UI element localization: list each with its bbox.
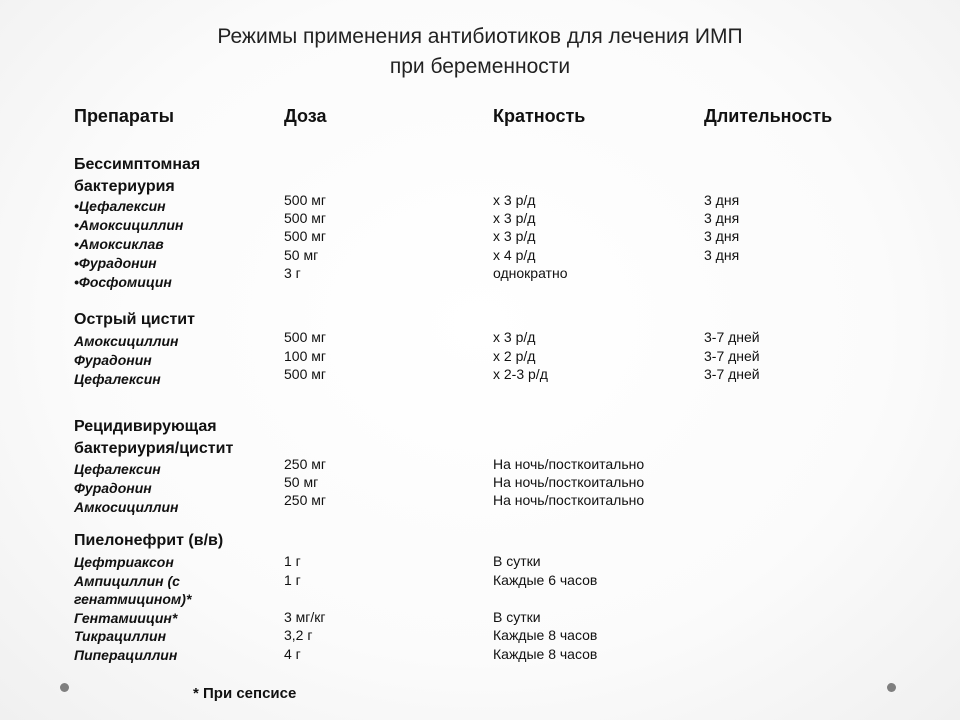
dose-value: 3 мг/кг [284,609,326,625]
dose-value: 500 мг [284,210,326,226]
drug-row: Амоксициллин [74,333,179,349]
frequency-value: х 2 р/д [493,348,536,364]
drug-row: Ампициллин (с [74,573,180,589]
dose-value: 500 мг [284,366,326,382]
group-title-line: Пиелонефрит (в/в) [74,532,224,549]
dose-value: 1 г [284,553,301,569]
drug-row: •Амоксициллин [74,217,184,233]
dose-value: 4 г [284,646,301,662]
group-title-recurrent [74,416,233,460]
group-title-line: бактериурия/цистит [74,440,234,457]
frequency-value: х 3 р/д [493,192,536,208]
drug-row: •Амоксиклав [74,236,164,252]
duration-value: 3 дня [704,210,740,226]
frequency-value: На ночь/посткоитально [493,474,645,490]
group-title-line: Рецидивирующая [74,418,217,435]
drug-row: Пиперациллин [74,647,178,663]
drug-row: Цефалексин [74,461,161,477]
frequency-value: Каждые 8 часов [493,646,598,662]
frequency-value: В сутки [493,553,541,569]
group-title-line: Бессимптомная [74,156,201,173]
frequency-value: Каждые 6 часов [493,572,598,588]
corner-dot-left [60,683,69,692]
frequency-value: х 4 р/д [493,247,536,263]
frequency-value: На ночь/посткоитально [493,456,645,472]
drug-row: •Фосфомицин [74,274,172,290]
group-title-line: Острый цистит [74,311,195,328]
header-drugs: Препараты [74,106,175,126]
frequency-value: х 3 р/д [493,210,536,226]
drug-row: Цефалексин [74,371,161,387]
title-line-2: при беременности [389,55,571,78]
group-title-line: бактериурия [74,178,175,195]
group-title-asymptomatic [74,154,200,198]
dose-value: 1 г [284,572,301,588]
footnote: * При сепсисе [193,685,297,702]
frequency-value: Каждые 8 часов [493,627,598,643]
dose-value: 500 мг [284,192,326,208]
header-dose: Доза [284,106,327,126]
duration-value: 3 дня [704,192,740,208]
header-frequency: Кратность [493,106,586,126]
duration-value: 3-7 дней [704,348,760,364]
dose-value: 250 мг [284,456,326,472]
group-title-acute-cystitis [74,309,195,331]
drug-row: •Фурадонин [74,255,157,271]
duration-value: 3-7 дней [704,329,760,345]
duration-value: 3 дня [704,228,740,244]
frequency-value: однократно [493,265,568,281]
title-line-1: Режимы применения антибиотиков для лечения ИМП [217,25,743,48]
dose-value: 50 мг [284,247,319,263]
drug-row: Цефтриаксон [74,554,174,570]
dose-value: 250 мг [284,492,326,508]
frequency-value: На ночь/посткоитально [493,492,645,508]
dose-value: 100 мг [284,348,326,364]
frequency-value: х 3 р/д [493,228,536,244]
drug-row: Фурадонин [74,352,152,368]
slide-title [0,22,960,82]
header-duration: Длительность [704,106,833,126]
duration-value: 3 дня [704,247,740,263]
drug-row: Фурадонин [74,480,152,496]
group-title-pyelonephritis [74,530,223,552]
drug-row: генатмицином)* [74,591,192,607]
frequency-value: х 3 р/д [493,329,536,345]
dose-value: 500 мг [284,228,326,244]
drug-row: •Цефалексин [74,198,166,214]
frequency-value: В сутки [493,609,541,625]
corner-dot-right [887,683,896,692]
dose-value: 3,2 г [284,627,313,643]
frequency-value: х 2-3 р/д [493,366,548,382]
drug-row: Амкосициллин [74,499,179,515]
dose-value: 3 г [284,265,301,281]
dose-value: 500 мг [284,329,326,345]
duration-value: 3-7 дней [704,366,760,382]
drug-row: Гентамиицин* [74,610,178,626]
dose-value: 50 мг [284,474,319,490]
drug-row: Тикрациллин [74,628,167,644]
